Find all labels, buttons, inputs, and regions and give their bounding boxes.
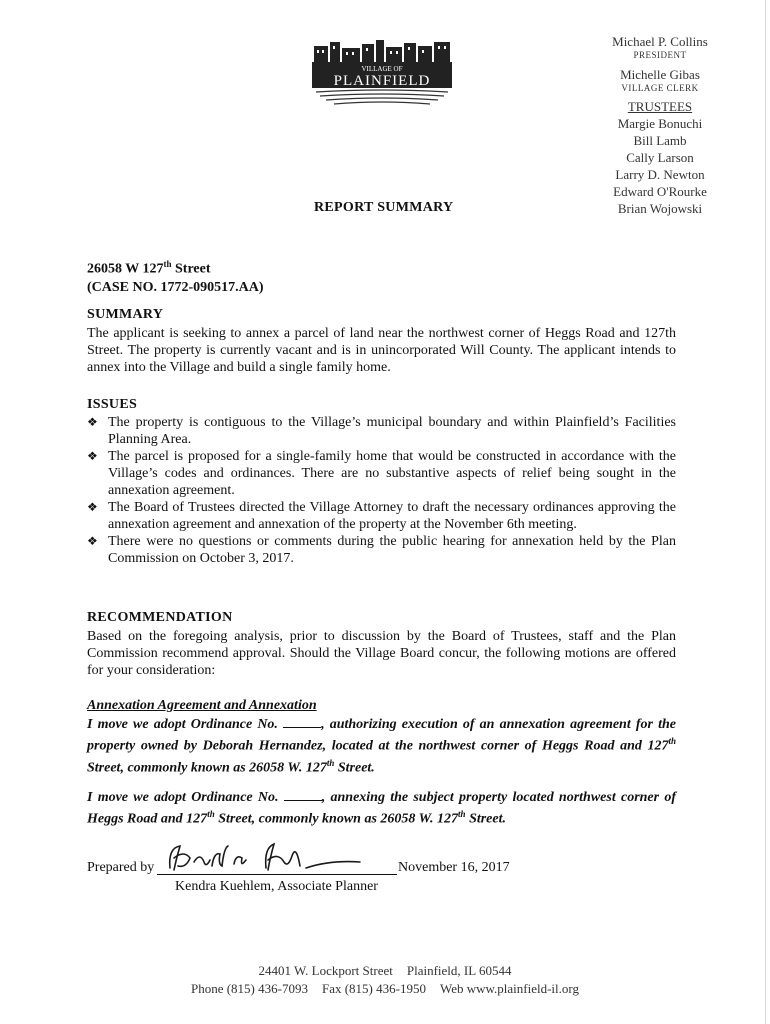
motion-text: Street. (334, 760, 375, 776)
motion-text: I move we adopt Ordinance No. (87, 717, 284, 732)
official-name: Michelle Gibas (620, 67, 700, 82)
bullet-icon: ❖ (87, 415, 98, 429)
official-name: Michael P. Collins (612, 34, 708, 49)
footer-address: 24401 W. Lockport Street (258, 963, 393, 978)
bullet-icon: ❖ (87, 449, 98, 463)
list-item (87, 533, 676, 567)
preparer-name: Kendra Kuehlem, Associate Planner (175, 879, 378, 894)
issue-text: The parcel is proposed for a single-family home that would be constructed in accordance with the Village’s codes and ordinances. There are no substantive aspects of relief being sought in the annexation agreement. (108, 449, 676, 498)
motion-sup: th (207, 809, 215, 819)
recommendation-text: Based on the foregoing analysis, prior to discussion by the Board of Trustees, staff and the Plan Commission recommend approval. Should the Village Board concur, the following motions are offered for your consideration: (87, 629, 676, 678)
village-logo (312, 36, 452, 106)
footer-web: Web www.plainfield-il.org (439, 981, 580, 996)
case-number: (CASE NO. 1772-090517.AA) (87, 279, 264, 295)
bullet-icon: ❖ (87, 534, 98, 548)
report-title: REPORT SUMMARY (314, 200, 454, 215)
trustee-name: Edward O'Rourke (613, 184, 707, 199)
bullet-icon: ❖ (87, 500, 98, 514)
issue-text: The Board of Trustees directed the Village Attorney to draft the necessary ordinances approving the annexation agreement and annexation of the property at the November 6th meeting. (108, 500, 676, 532)
address-street: 26058 W 127 (87, 261, 164, 277)
summary-text: The applicant is seeking to annex a parcel of land near the northwest corner of Heggs Road and 127th Street. The property is currently vacant and is in unincorporated Will County. The applicant intends to annex into the Village and build a single family home. (87, 326, 676, 375)
motion-1 (87, 716, 676, 776)
recommendation-heading: RECOMMENDATION (87, 610, 233, 625)
page-edge (765, 0, 766, 1024)
summary-heading: SUMMARY (87, 307, 164, 322)
trustee-name: Margie Bonuchi (617, 116, 703, 131)
motion-text: Street, commonly known as 26058 W. 127 (214, 811, 459, 827)
motion-text: , authorizing execution of an annexation agreement for the property owned by Deborah Hernandez, located at the northwest corner of Heggs Road and 127 (87, 717, 676, 754)
list-item (87, 499, 676, 533)
ordinance-blank (284, 790, 322, 801)
prepared-by-label: Prepared by (87, 860, 155, 875)
prepared-date: November 16, 2017 (398, 860, 510, 875)
ordinance-blank (283, 717, 321, 728)
motion-text: I move we adopt Ordinance No. (87, 790, 284, 805)
property-address (87, 255, 264, 297)
footer-fax: Fax (815) 436-1950 (321, 981, 426, 996)
trustee-name: Cally Larson (626, 150, 694, 165)
issues-list (87, 414, 676, 567)
motion-2 (87, 789, 676, 828)
motion-text: Street. (465, 811, 507, 827)
trustee-name: Larry D. Newton (615, 167, 705, 182)
motion-sup: th (458, 809, 466, 819)
trustees-heading: TRUSTEES (627, 99, 693, 114)
motion-sup: th (326, 757, 335, 768)
footer (0, 962, 770, 998)
issue-text: There were no questions or comments during the public hearing for annexation held by the Plan Commission on October 3, 2017. (108, 534, 676, 566)
signature (160, 838, 390, 878)
issues-heading: ISSUES (87, 397, 138, 412)
address-sup: th (163, 259, 172, 269)
motion-sup: th (668, 736, 676, 746)
logo-line1: VILLAGE OF (361, 65, 403, 73)
trustee-name: Brian Wojowski (617, 201, 703, 216)
footer-phone: Phone (815) 436-7093 (190, 981, 308, 996)
logo-line2: PLAINFIELD (333, 73, 431, 89)
list-item (87, 414, 676, 448)
issue-text: The property is contiguous to the Village’s municipal boundary and within Plainfield’s Facilities Planning Area. (108, 415, 676, 447)
officials-list (590, 34, 730, 217)
official-title: PRESIDENT (633, 50, 687, 60)
footer-city: Plainfield, IL 60544 (406, 963, 512, 978)
motion-text: Street, commonly known as 26058 W. 127 (87, 760, 327, 776)
list-item (87, 448, 676, 499)
official-title: VILLAGE CLERK (621, 83, 699, 93)
address-street-rest: Street (171, 261, 211, 277)
motion-heading: Annexation Agreement and Annexation (87, 698, 317, 713)
trustee-name: Bill Lamb (633, 133, 687, 148)
motion-text: , annexing the subject property located northwest corner of Heggs Road and 127 (87, 790, 677, 827)
